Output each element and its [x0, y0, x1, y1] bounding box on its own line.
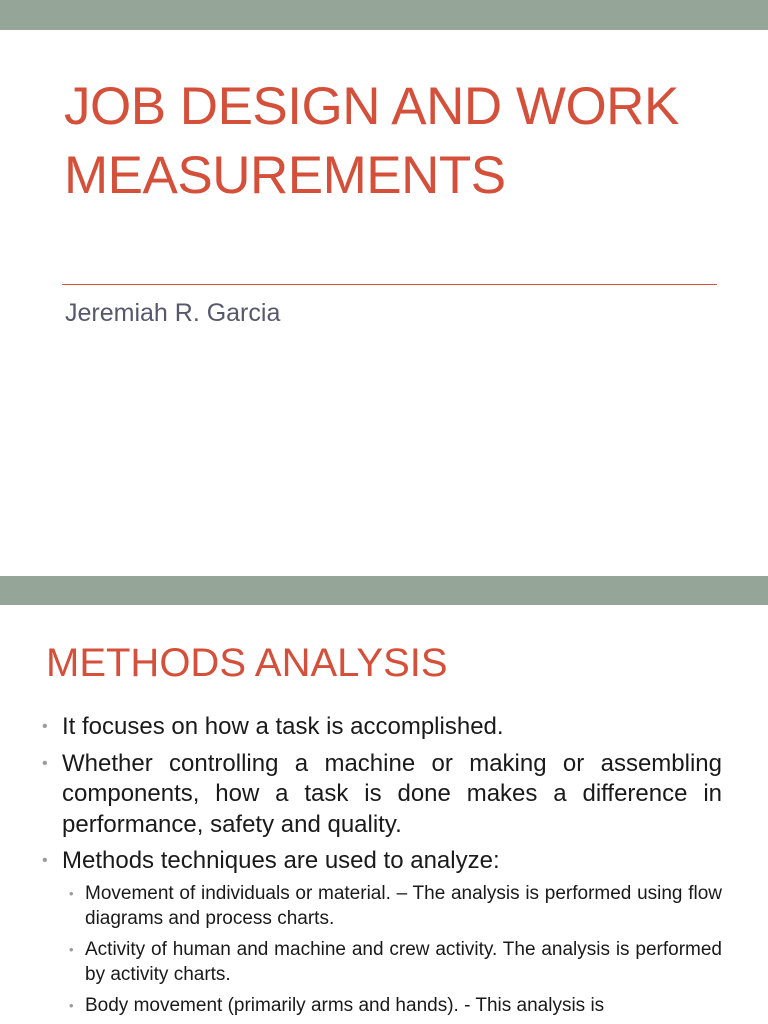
slide-separator-band	[0, 576, 768, 605]
bullet-marker: •	[42, 852, 48, 869]
section-heading: METHODS ANALYSIS	[46, 641, 448, 685]
bullet-marker: •	[42, 718, 48, 735]
sub-bullet-text: Movement of individuals or material. – The analysis is performed using flow diagrams and process charts.	[85, 882, 722, 929]
top-band	[0, 0, 768, 30]
bullet-list	[42, 712, 722, 1024]
sub-bullet-item	[62, 881, 722, 931]
sub-bullet-item	[62, 937, 722, 987]
sub-bullet-text: Activity of human and machine and crew activity. The analysis is performed by activity charts.	[85, 938, 722, 985]
bullet-item	[42, 749, 722, 841]
sub-bullet-marker: •	[69, 885, 74, 901]
sub-bullet-marker: •	[69, 941, 74, 957]
title-divider	[62, 284, 717, 285]
sub-bullet-marker: •	[69, 997, 74, 1013]
sub-bullet-text: Body movement (primarily arms and hands). - This analysis is	[85, 994, 605, 1016]
slide-title: JOB DESIGN AND WORK MEASUREMENTS	[64, 77, 679, 205]
sub-bullet-list	[62, 881, 722, 1018]
bullet-marker: •	[42, 754, 48, 772]
sub-bullet-item	[62, 993, 722, 1018]
bullet-text: Methods techniques are used to analyze:	[62, 847, 500, 874]
bullet-item	[42, 712, 722, 743]
author-name: Jeremiah R. Garcia	[65, 299, 281, 327]
bullet-item	[42, 846, 722, 1018]
bullet-text: Whether controlling a machine or making or assembling components, how a task is done makes a difference in performance, safety and quality.	[62, 749, 722, 838]
bullet-text: It focuses on how a task is accomplished.	[62, 713, 504, 740]
